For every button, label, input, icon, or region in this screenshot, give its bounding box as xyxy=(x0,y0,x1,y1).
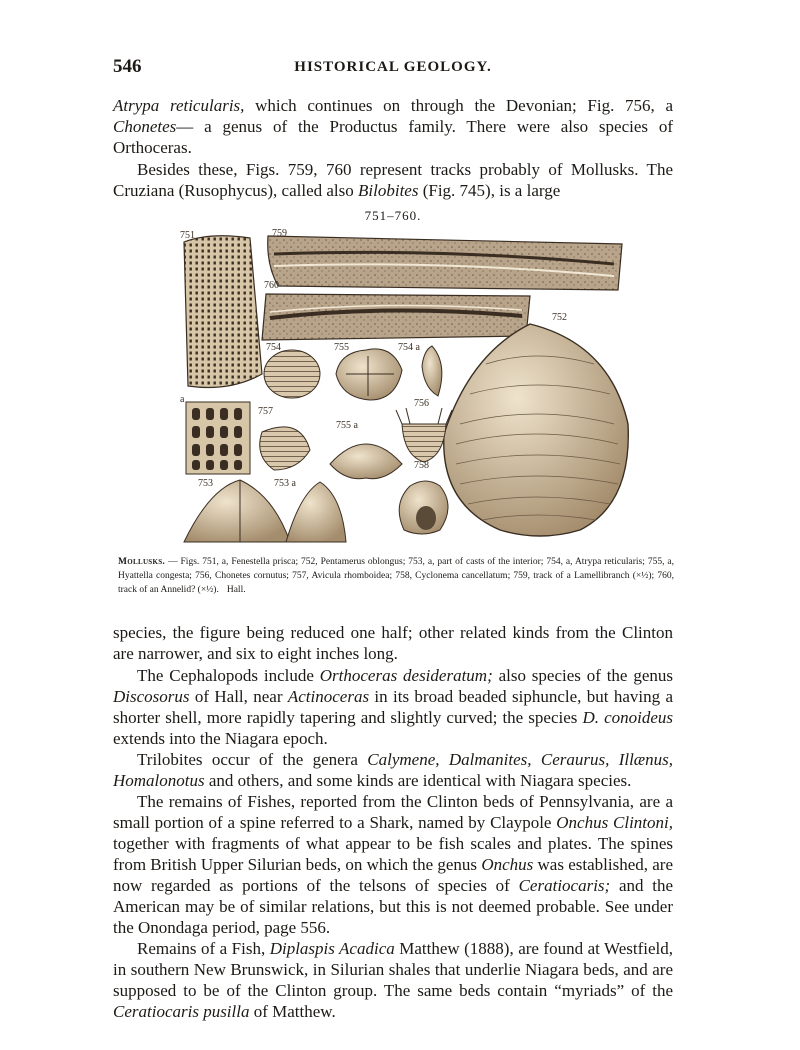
running-title: HISTORICAL GEOLOGY. xyxy=(294,59,492,75)
atrypa-754 xyxy=(264,350,320,398)
italic-term: Diplaspis Acadica xyxy=(269,939,395,958)
figure-label: 751–760. xyxy=(364,208,422,223)
text-run: of Matthew. xyxy=(249,1002,336,1021)
paragraph-4 xyxy=(113,665,673,749)
text-run: The remains of Fishes, reported from the Clinton beds of Pennsylvania, are a small portion of a spine referred to a Shark, named by Claypole xyxy=(113,792,673,832)
text-run: Remains of a Fish, xyxy=(137,939,270,958)
track-759 xyxy=(268,236,622,290)
italic-term: Chonetes xyxy=(113,117,177,136)
text-run: also species of the genus xyxy=(492,666,673,685)
page-number: 546 xyxy=(113,56,142,77)
paragraph-1 xyxy=(113,95,673,158)
fenestella-specimen xyxy=(184,236,262,388)
pentamerus-cast-753a xyxy=(286,482,346,542)
italic-term: Atrypa reticularis, xyxy=(113,96,245,115)
text-run: extends into the Niagara epoch. xyxy=(113,729,328,748)
paragraph-6 xyxy=(113,791,673,938)
italic-term: Actinoceras xyxy=(287,687,370,706)
text-run: of Hall, near xyxy=(189,687,288,706)
fig-number-751: 751 xyxy=(180,230,195,241)
paragraph-3 xyxy=(113,622,673,664)
italic-term: Ceratiocaris; xyxy=(518,876,611,895)
fig-number-755a: 755 a xyxy=(336,420,358,431)
paragraph-7 xyxy=(113,938,673,1022)
text-run: — a genus of the Productus family. There were also species of Orthoceras. xyxy=(113,117,673,157)
text-run: in its broad beaded siphuncle, but having a shorter shell, more rapidly tapering and slightly curved; the species xyxy=(113,687,673,727)
caption-text: — Figs. 751, a, Fenestella prisca; 752, Pentamerus oblongus; 753, a, part of casts of the interior; 754, a, Atrypa reticularis; 755, a, Hyattella congesta; 756, Chonetes cornutus; 757, Avicula rhomboidea; 758, Cyclonema cancellatum; 759, track of a Lamellibranch (×½); 760, track of an Annelid? (×½). xyxy=(118,557,674,595)
fig-number-752: 752 xyxy=(552,312,567,323)
italic-term: Orthoceras desideratum; xyxy=(319,666,493,685)
fig-number-759: 759 xyxy=(272,228,287,239)
text-run: which continues on through the Devonian; Fig. 756, a xyxy=(244,96,674,115)
caption-lead: Mollusks. xyxy=(118,557,166,567)
italic-term: Bilobites xyxy=(358,181,419,200)
paragraph-5 xyxy=(113,749,673,791)
italic-term: Ceratiocaris pusilla xyxy=(113,1002,250,1021)
fig-number-760: 760 xyxy=(264,280,279,291)
fig-number-753a: 753 a xyxy=(274,478,296,489)
text-run: together with fragments of what appear to be fish scales and plates. The spines from British Upper Silurian beds, on which the genus xyxy=(113,834,673,874)
fig-number-754: 754 xyxy=(266,342,281,353)
avicula-757 xyxy=(260,427,310,470)
fossil-plate xyxy=(170,224,640,546)
text-run: was established, are now regarded as portions of the telsons of species of xyxy=(113,855,674,895)
chonetes-756 xyxy=(402,424,446,462)
caption-author: Hall. xyxy=(226,585,246,595)
text-run: species, the figure being reduced one half; other related kinds from the Clinton are narrower, and six to eight inches long. xyxy=(113,623,673,663)
track-760 xyxy=(262,294,530,340)
text-run: The Cephalopods include xyxy=(137,666,320,685)
paragraph-2 xyxy=(113,159,673,201)
text-run: Trilobites occur of the genera xyxy=(137,750,368,769)
text-run: (Fig. 745), is a large xyxy=(418,181,561,200)
fig-number-756: 756 xyxy=(414,398,429,409)
fig-label-a: a xyxy=(180,394,185,405)
text-run: and others, and some kinds are identical with Niagara species. xyxy=(204,771,632,790)
italic-term: Onchus xyxy=(481,855,534,874)
hyattella-755a xyxy=(330,444,402,479)
page-header xyxy=(113,56,673,80)
fig-number-755: 755 xyxy=(334,342,349,353)
italic-term: Onchus Clintoni, xyxy=(556,813,674,832)
italic-term: Discosorus xyxy=(113,687,190,706)
figure-caption xyxy=(118,555,674,597)
fig-number-754a: 754 a xyxy=(398,342,420,353)
fig-number-757: 757 xyxy=(258,406,273,417)
fig-number-758: 758 xyxy=(414,460,429,471)
fig-number-753: 753 xyxy=(198,478,213,489)
text-run: Matthew (1888), are found at Westfield, in southern New Brunswick, in Silurian shales that underlie Niagara beds, and are supposed to be of the Clinton group. The same beds contain “myriads” of the xyxy=(113,939,673,1000)
italic-term: Calymene, Dalmanites, Ceraurus, Illænus, Homalonotus xyxy=(113,750,674,790)
pentamerus-cast-753 xyxy=(184,480,290,542)
text-run: and the American may be of similar relations, but this is not deemed probable. See under the Onondaga period, page 556. xyxy=(113,876,673,937)
italic-term: D. conoideus xyxy=(582,708,673,727)
text-run: Besides these, Figs. 759, 760 represent tracks probably of Mollusks. The Cruziana (Rusophycus), called also xyxy=(113,160,673,200)
atrypa-754a xyxy=(422,346,442,396)
